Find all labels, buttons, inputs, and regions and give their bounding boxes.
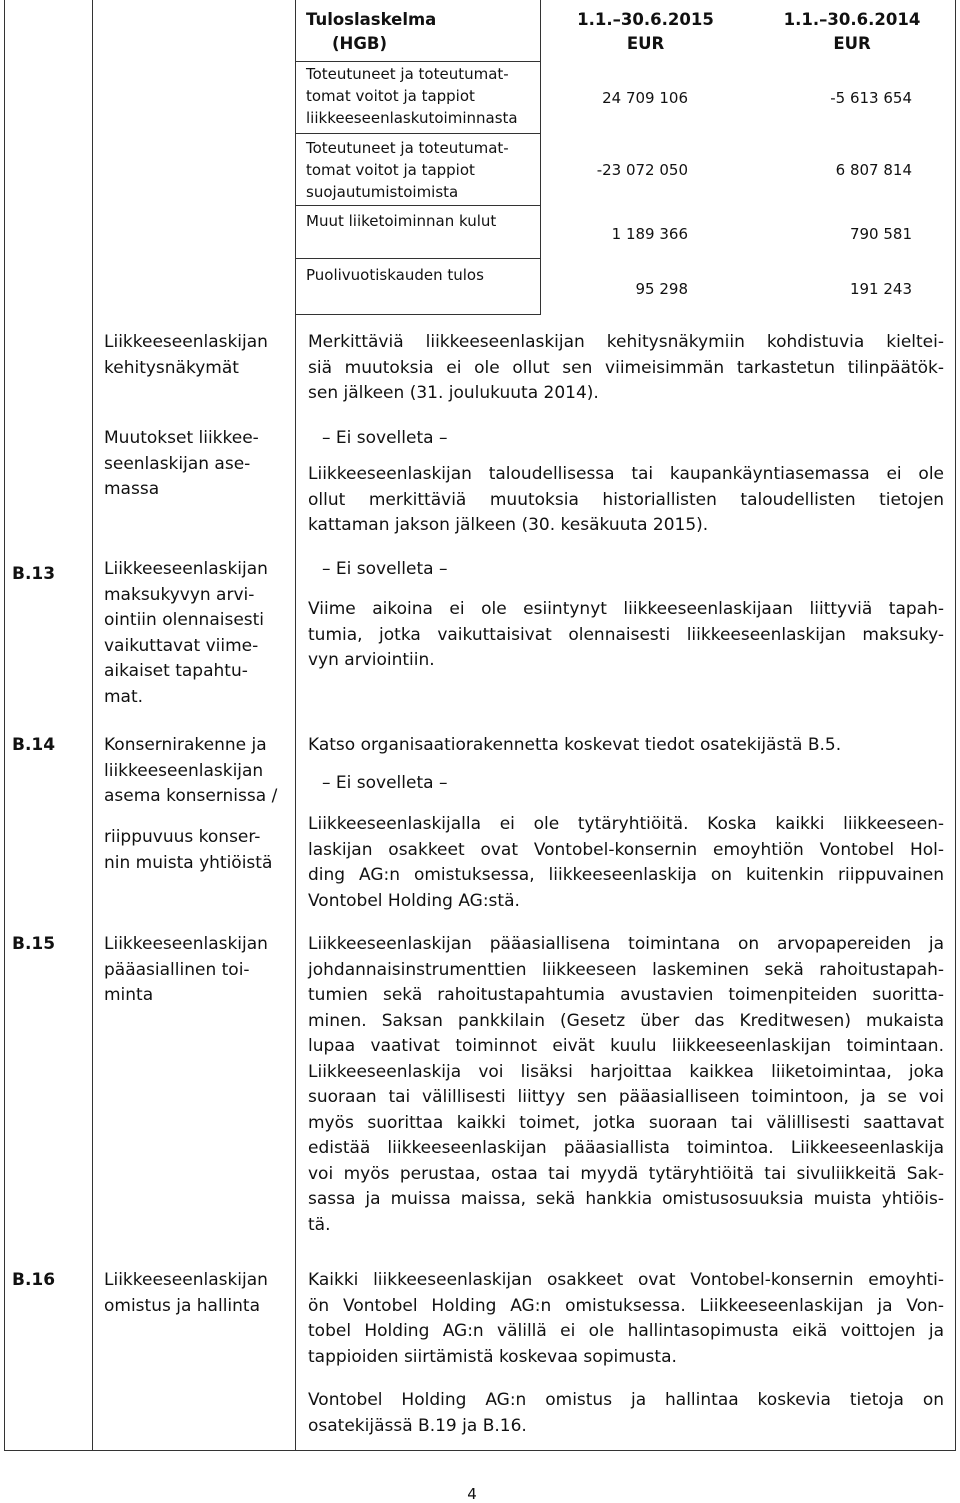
outlook-text: Merkittäviä liikkeeseenlaskijan kehitysnäkymiin kohdistuvia kieltei- siä muutoksia ei ole ollut sen viimeisimmän tarkastetun tilinpäätök- sen jälkeen (31. joulukuuta 2014). xyxy=(308,332,944,403)
table-border-left xyxy=(4,0,5,1450)
income-value-2014: 790 581 xyxy=(849,225,912,243)
income-table-line xyxy=(296,61,541,62)
income-row-label: Toteutuneet ja toteutumat- tomat voitot ja tappiot liikkeeseenlaskutoiminnasta xyxy=(306,65,518,127)
b14-not-applicable: – Ei sovelleta – xyxy=(322,773,448,793)
b15-text: Liikkeeseenlaskijan pääasiallisena toimintana on arvopapereiden ja johdannaisinstrumenttien liikkeeseen laskeminen sekä rahoitustapah- tumien sekä rahoitustapahtumia avustavien toimenpiteiden suoritta- minen. Saksan pankkilain (Gesetz über das Kreditwesen) mukaista lupaa vaativat toiminnot eivät kuulu liikkeeseenlaskijan toimintaan. Liikkeeseenlaskija voi lisäksi harjoittaa kaikkea liiketoimintaa, joka suoraan tai välillisesti liittyy sen pääasialliseen toimintoon, ja se voi myös suorittaa kaikki toimet, jotka suoraan tai välillisesti saattavat edistää liikkeeseenlaskijan pääasiallista toimintoa. Liikkeeseenlaskija voi myös perustaa, ostaa tai myydä tytäryhtiöitä tai sivuliikkeitä Sak- sassa ja muissa maissa, sekä hankkia omistusosuuksia muista yhtiöis- tä. xyxy=(308,934,944,1235)
income-value-2015: 95 298 xyxy=(635,280,688,298)
section-code-b14: B.14 xyxy=(12,735,56,755)
section-code-b13: B.13 xyxy=(12,564,56,584)
income-value-2014: 6 807 814 xyxy=(835,161,912,179)
income-row-label: Toteutuneet ja toteutumat- tomat voitot ja tappiot suojautumistoimista xyxy=(306,139,509,201)
income-statement-title xyxy=(296,8,550,56)
b14-label: Konsernirakenne ja liikkeeseenlaskijan asema konsernissa / xyxy=(104,735,278,806)
b13-not-applicable: – Ei sovelleta – xyxy=(322,559,448,579)
income-table-line xyxy=(296,133,541,134)
column-divider-code xyxy=(92,0,93,1450)
b14-text: Liikkeeseenlaskijalla ei ole tytäryhtiöitä. Koska kaikki liikkeeseen- laskijan osakkeet ovat Vontobel-konsernin emoyhtiön Vontobel Hol- ding AG:n omistuksessa, liikkeeseenlaskija on kuitenkin riippuvainen Vontobel Holding AG:stä. xyxy=(308,814,944,911)
b13-label: Liikkeeseenlaskijan maksukyvyn arvi- ointiin olennaisesti vaikuttavat viime- aikaiset tapahtu- mat. xyxy=(104,559,268,707)
income-row-label: Puolivuotiskauden tulos xyxy=(306,266,484,284)
income-table-bottom xyxy=(296,314,541,315)
b14-label-dependency: riippuvuus konser- nin muista yhtiöistä xyxy=(104,827,273,873)
changes-text: Liikkeeseenlaskijan taloudellisessa tai kaupankäyntiasemassa ei ole ollut merkittäviä muutoksia historiallisten taloudellisten tietojen kattaman jakson jälkeen (30. kesäkuuta 2015). xyxy=(308,464,944,535)
income-table-line xyxy=(296,205,541,206)
page-number: 4 xyxy=(467,1485,477,1503)
income-statement-title-line2: (HGB) xyxy=(332,34,388,53)
b15-label: Liikkeeseenlaskijan pääasiallinen toi- minta xyxy=(104,934,268,1005)
b16-text: Kaikki liikkeeseenlaskijan osakkeet ovat Vontobel-konsernin emoyhti- ön Vontobel Holding AG:n omistuksessa. Liikkeeseenlaskijan ja Von- tobel Holding AG:n välillä ei ole hallintasopimusta eikä voittojen ja tappioiden siirtämistä koskevaa sopimusta. xyxy=(308,1270,944,1367)
income-statement-title-line1: Tuloslaskelma xyxy=(306,10,437,29)
income-value-2015: -23 072 050 xyxy=(596,161,688,179)
outlook-label: Liikkeeseenlaskijan kehitysnäkymät xyxy=(104,332,268,378)
section-code-b16: B.16 xyxy=(12,1270,56,1290)
table-border-bottom xyxy=(4,1450,956,1451)
b13-text: Viime aikoina ei ole esiintynyt liikkeeseenlaskijaan liittyviä tapah- tumia, jotka vaikuttaisivat olennaisesti liikkeeseenlaskijan maksuky- vyn arviointiin. xyxy=(308,599,944,670)
b16-text-reference: Vontobel Holding AG:n omistus ja hallintaa koskevia tietoja on osatekijässä B.19 ja B.16. xyxy=(308,1390,944,1436)
table-border-right xyxy=(955,0,956,1450)
income-row-label: Muut liiketoiminnan kulut xyxy=(306,212,497,230)
column-header-2014: 1.1.–30.6.2014 EUR xyxy=(783,10,921,53)
column-divider-label xyxy=(295,0,296,1450)
income-value-2014: 191 243 xyxy=(849,280,912,298)
section-code-b15: B.15 xyxy=(12,934,56,954)
column-header-2015: 1.1.–30.6.2015 EUR xyxy=(577,10,714,53)
changes-not-applicable: – Ei sovelleta – xyxy=(322,428,448,448)
changes-label: Muutokset liikkee- seenlaskijan ase- massa xyxy=(104,428,259,499)
b16-label: Liikkeeseenlaskijan omistus ja hallinta xyxy=(104,1270,268,1316)
income-table-line xyxy=(296,258,541,259)
income-value-2015: 24 709 106 xyxy=(602,89,688,107)
income-value-2015: 1 189 366 xyxy=(611,225,688,243)
b14-text-reference: Katso organisaatiorakennetta koskevat tiedot osatekijästä B.5. xyxy=(308,735,842,755)
income-value-2014: -5 613 654 xyxy=(830,89,912,107)
